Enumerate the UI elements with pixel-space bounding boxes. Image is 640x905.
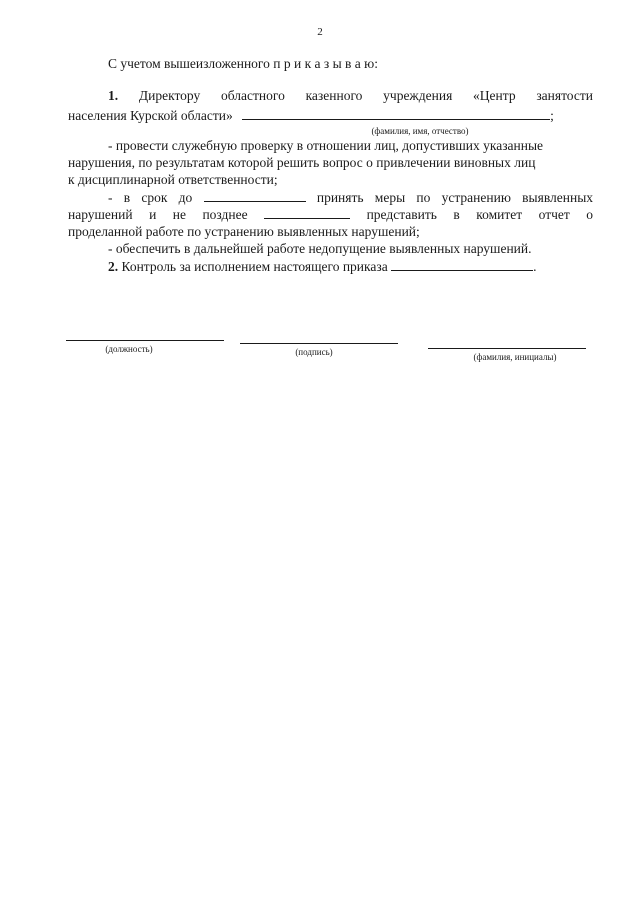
item2-end: . (533, 259, 537, 274)
bullet1-line2: нарушения, по результатам которой решить вопрос о привлечении виновных лиц (68, 155, 536, 170)
bullet2-text-b: принять меры по устранению выявленных (316, 190, 594, 205)
item1-text-2: населения Курской области» (68, 108, 233, 123)
director-name-blank[interactable] (242, 108, 550, 120)
intro-text: С учетом вышеизложенного п р и к а з ы в а ю: (108, 56, 378, 71)
bullet2-text-d: представить в комитет отчет о (366, 207, 594, 222)
item2-number: 2. (108, 259, 119, 274)
deadline-blank[interactable] (204, 190, 306, 202)
name-caption: (фамилия, инициалы) (473, 352, 557, 362)
signature-line[interactable] (240, 343, 398, 344)
bullet2-text-a: - в срок до (108, 190, 193, 205)
bullet3-line: - обеспечить в дальнейшей работе недопущение выявленных нарушений. (108, 241, 532, 256)
item1-line2 (68, 108, 593, 124)
bullet2-line2 (68, 207, 593, 223)
position-line[interactable] (66, 340, 224, 341)
page-number: 2 (317, 26, 323, 38)
bullet1-line3: к дисциплинарной ответственности; (68, 172, 278, 187)
position-caption: (должность) (105, 344, 153, 354)
control-blank[interactable] (391, 259, 533, 271)
item1-number: 1. (108, 88, 119, 103)
name-line[interactable] (428, 348, 586, 349)
item1-text: Директору областного казенного учреждения «Центр занятости (138, 88, 594, 103)
bullet2-text-c: нарушений и не позднее (68, 207, 248, 222)
item1-line2-end: ; (550, 108, 554, 123)
bullet1-line1: - провести служебную проверку в отношении лиц, допустивших указанные (108, 138, 544, 153)
item2-text: Контроль за исполнением настоящего приказа (121, 259, 388, 274)
report-deadline-blank[interactable] (264, 207, 350, 219)
bullet2-line1 (108, 190, 593, 206)
item2-line (108, 259, 536, 275)
bullet2-line3: проделанной работе по устранению выявленных нарушений; (68, 224, 420, 239)
signature-caption: (подпись) (295, 347, 333, 357)
caption-fio: (фамилия, имя, отчество) (371, 126, 469, 136)
item1-line1 (108, 88, 593, 104)
